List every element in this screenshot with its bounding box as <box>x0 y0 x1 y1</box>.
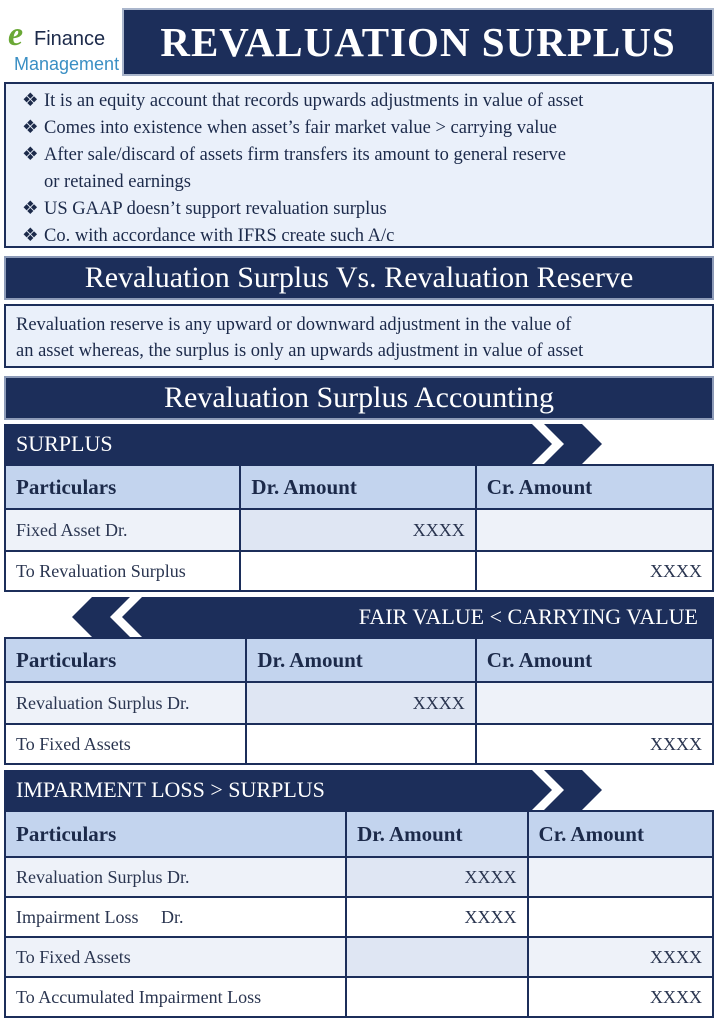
diamond-bullet-icon: ❖ <box>22 226 39 246</box>
impairment-banner <box>4 770 604 810</box>
logo-finance-text: Finance <box>34 28 106 50</box>
impairment-banner-label: IMPARMENT LOSS > SURPLUS <box>16 777 325 802</box>
comparison-text <box>4 304 714 368</box>
comparison-line-2: an asset whereas, the surplus is only an upwards adjustment in value of asset <box>16 341 584 361</box>
comparison-line-1: Revaluation reserve is any upward or downward adjustment in the value of <box>16 315 572 335</box>
surplus-journal-table <box>4 464 714 592</box>
table-row <box>5 897 713 937</box>
cr-amount-cell <box>476 682 713 724</box>
table-row <box>5 937 713 977</box>
dr-amount-cell <box>346 977 527 1017</box>
column-header-dr-amount: Dr. Amount <box>240 465 475 509</box>
logo-e-glyph: e <box>8 16 24 53</box>
column-header-particulars: Particulars <box>5 811 346 857</box>
column-header-dr-amount: Dr. Amount <box>246 638 475 682</box>
dr-amount-cell: XXXX <box>240 509 475 551</box>
diamond-bullet-icon: ❖ <box>22 145 39 165</box>
surplus-banner-label: SURPLUS <box>16 431 113 456</box>
fair-value-banner-label: FAIR VALUE < CARRYING VALUE <box>358 604 698 629</box>
surplus-banner <box>4 424 604 464</box>
column-header-cr-amount: Cr. Amount <box>476 638 713 682</box>
cr-amount-cell: XXXX <box>476 551 713 591</box>
logo <box>4 6 120 76</box>
accounting-heading: Revaluation Surplus Accounting <box>4 376 714 420</box>
column-header-particulars: Particulars <box>5 638 246 682</box>
particulars-cell: Revaluation Surplus Dr. <box>5 682 246 724</box>
comparison-heading: Revaluation Surplus Vs. Revaluation Reserve <box>4 256 714 300</box>
column-header-dr-amount: Dr. Amount <box>346 811 527 857</box>
dr-amount-cell <box>346 937 527 977</box>
diamond-bullet-icon: ❖ <box>22 91 39 111</box>
table-row <box>5 724 713 764</box>
bullet-item: ❖ Comes into existence when asset’s fair market value > carrying value <box>22 115 712 142</box>
page-title: REVALUATION SURPLUS <box>122 8 714 76</box>
dr-amount-cell: XXXX <box>346 857 527 897</box>
particulars-cell: To Accumulated Impairment Loss <box>5 977 346 1017</box>
cr-amount-cell <box>476 509 713 551</box>
particulars-cell: To Fixed Assets <box>5 724 246 764</box>
particulars-cell: Revaluation Surplus Dr. <box>5 857 346 897</box>
column-header-particulars: Particulars <box>5 465 240 509</box>
particulars-cell: Fixed Asset Dr. <box>5 509 240 551</box>
table-row <box>5 857 713 897</box>
table-row <box>5 682 713 724</box>
dr-amount-cell: XXXX <box>246 682 475 724</box>
column-header-cr-amount: Cr. Amount <box>476 465 713 509</box>
logo-management-text: Management <box>14 54 120 74</box>
fair-value-journal-table <box>4 637 714 765</box>
definition-bullets <box>4 82 714 248</box>
dr-amount-cell: XXXX <box>346 897 527 937</box>
dr-amount-cell <box>246 724 475 764</box>
bullet-item: ❖ US GAAP doesn’t support revaluation surplus <box>22 196 712 223</box>
impairment-journal-table <box>4 810 714 1018</box>
bullet-item-continuation: or retained earnings <box>44 172 191 192</box>
particulars-cell: Impairment Loss Dr. <box>5 897 346 937</box>
table-row <box>5 977 713 1017</box>
cr-amount-cell <box>528 897 713 937</box>
column-header-cr-amount: Cr. Amount <box>528 811 713 857</box>
table-row <box>5 509 713 551</box>
cr-amount-cell: XXXX <box>528 977 713 1017</box>
diamond-bullet-icon: ❖ <box>22 118 39 138</box>
particulars-cell: To Revaluation Surplus <box>5 551 240 591</box>
bullet-item: ❖ After sale/discard of assets firm transfers its amount to general reserve <box>22 142 712 169</box>
bullet-item: ❖ Co. with accordance with IFRS create such A/c <box>22 223 712 250</box>
bullet-item: ❖ It is an equity account that records upwards adjustments in value of asset <box>22 88 712 115</box>
table-row <box>5 551 713 591</box>
cr-amount-cell <box>528 857 713 897</box>
cr-amount-cell: XXXX <box>476 724 713 764</box>
particulars-cell: To Fixed Assets <box>5 937 346 977</box>
fair-value-banner <box>72 597 714 637</box>
cr-amount-cell: XXXX <box>528 937 713 977</box>
dr-amount-cell <box>240 551 475 591</box>
diamond-bullet-icon: ❖ <box>22 199 39 219</box>
